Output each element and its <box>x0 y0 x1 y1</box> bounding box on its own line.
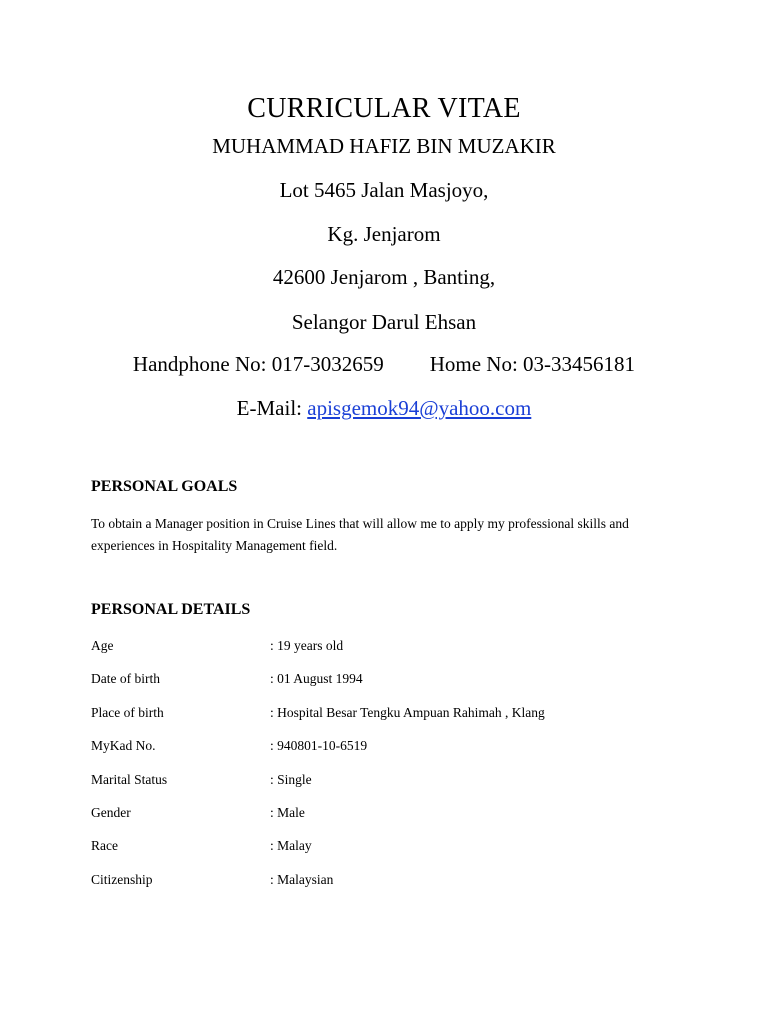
details-label: MyKad No. <box>91 738 156 753</box>
details-value: : 01 August 1994 <box>270 671 363 686</box>
details-label: Gender <box>91 805 131 820</box>
personal-goals-heading: PERSONAL GOALS <box>91 478 238 495</box>
applicant-name: MUHAMMAD HAFIZ BIN MUZAKIR <box>212 134 556 158</box>
home-phone-number: Home No: 03-33456181 <box>429 352 636 376</box>
details-value: : Single <box>270 772 312 787</box>
details-label: Citizenship <box>91 872 153 887</box>
phone-numbers <box>0 352 768 377</box>
details-value: : 940801-10-6519 <box>270 738 368 753</box>
email-link[interactable]: apisgemok94@yahoo.com <box>307 396 532 420</box>
details-label: Date of birth <box>91 671 160 686</box>
details-value: : Hospital Besar Tengku Ampuan Rahimah , Klang <box>270 705 545 720</box>
address-line-2: Kg. Jenjarom <box>327 222 441 246</box>
details-value: : Male <box>270 805 305 820</box>
document-title: CURRICULAR VITAE <box>247 93 521 124</box>
details-value: : Malaysian <box>270 872 334 887</box>
address-line-4: Selangor Darul Ehsan <box>291 310 477 334</box>
personal-details-heading: PERSONAL DETAILS <box>91 601 251 618</box>
email-label: E-Mail: <box>236 396 308 420</box>
handphone-number: Handphone No: 017-3032659 <box>132 352 384 376</box>
address-line-3: 42600 Jenjarom , Banting, <box>272 265 496 289</box>
details-label: Race <box>91 838 118 853</box>
personal-goals-text: To obtain a Manager position in Cruise Lines that will allow me to apply my professional skills and experiences in Hospitality Management field. <box>91 516 629 553</box>
details-label: Place of birth <box>91 705 164 720</box>
details-label: Age <box>91 638 114 653</box>
details-label: Marital Status <box>91 772 168 787</box>
details-value: : Malay <box>270 838 312 853</box>
address-line-1: Lot 5465 Jalan Masjoyo, <box>279 178 489 202</box>
details-value: : 19 years old <box>270 638 344 653</box>
email-line <box>0 396 768 421</box>
